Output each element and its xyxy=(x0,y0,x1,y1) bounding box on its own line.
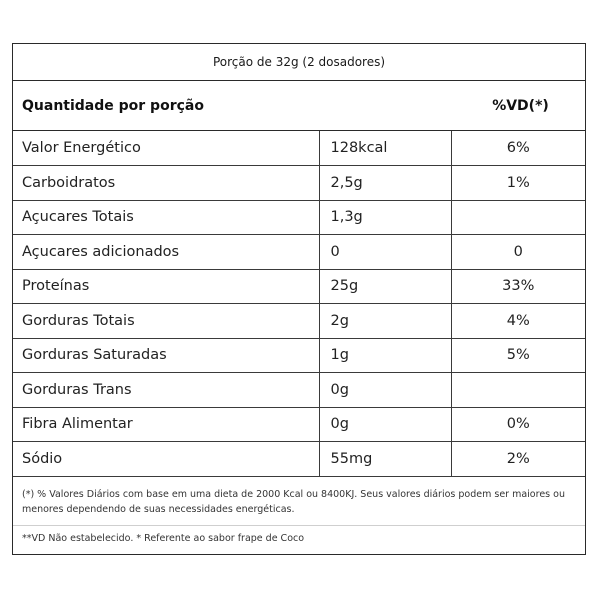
nutrition-facts-panel xyxy=(12,43,586,555)
nutrient-name: Sódio xyxy=(13,442,319,477)
table-row xyxy=(13,373,585,408)
nutrient-quantity: 2,5g xyxy=(319,166,451,201)
extra-footnote: **VD Não estabelecido. * Referente ao sabor frape de Coco xyxy=(22,532,305,544)
nutrient-vd: 1% xyxy=(451,166,585,201)
nutrient-vd xyxy=(451,200,585,235)
nutrient-name: Açucares Totais xyxy=(13,200,319,235)
nutrient-name: Valor Energético xyxy=(13,131,319,166)
nutrient-vd: 5% xyxy=(451,338,585,373)
nutrition-table xyxy=(13,131,585,477)
nutrient-quantity: 2g xyxy=(319,304,451,339)
table-header xyxy=(13,81,585,131)
nutrient-name: Gorduras Saturadas xyxy=(13,338,319,373)
nutrient-name: Gorduras Trans xyxy=(13,373,319,408)
nutrient-quantity: 0 xyxy=(319,235,451,270)
nutrient-name: Proteínas xyxy=(13,269,319,304)
nutrient-vd: 6% xyxy=(451,131,585,166)
nutrient-quantity: 128kcal xyxy=(319,131,451,166)
footnote-divider xyxy=(13,525,585,526)
nutrient-quantity: 55mg xyxy=(319,442,451,477)
nutrient-quantity: 25g xyxy=(319,269,451,304)
table-row xyxy=(13,338,585,373)
header-vd-label: %VD(*) xyxy=(492,97,549,114)
nutrient-quantity: 1g xyxy=(319,338,451,373)
nutrient-vd: 2% xyxy=(451,442,585,477)
nutrient-name: Gorduras Totais xyxy=(13,304,319,339)
nutrient-name: Carboidratos xyxy=(13,166,319,201)
table-row xyxy=(13,407,585,442)
serving-size: Porção de 32g (2 dosadores) xyxy=(13,44,585,81)
table-row xyxy=(13,304,585,339)
nutrient-vd: 33% xyxy=(451,269,585,304)
nutrient-vd xyxy=(451,373,585,408)
vd-footnote: (*) % Valores Diários com base em uma dieta de 2000 Kcal ou 8400KJ. Seus valores diários podem ser maiores ou menores dependendo de suas necessidades energéticas. xyxy=(22,488,565,515)
table-row xyxy=(13,442,585,477)
nutrient-vd: 4% xyxy=(451,304,585,339)
header-quantity-label: Quantidade por porção xyxy=(22,97,204,114)
table-row xyxy=(13,269,585,304)
footnotes xyxy=(13,477,585,546)
nutrient-vd: 0% xyxy=(451,407,585,442)
table-row xyxy=(13,131,585,166)
nutrient-quantity: 0g xyxy=(319,407,451,442)
table-row xyxy=(13,166,585,201)
nutrient-vd: 0 xyxy=(451,235,585,270)
table-row xyxy=(13,235,585,270)
nutrient-name: Fibra Alimentar xyxy=(13,407,319,442)
nutrient-quantity: 0g xyxy=(319,373,451,408)
table-row xyxy=(13,200,585,235)
nutrient-quantity: 1,3g xyxy=(319,200,451,235)
nutrient-name: Açucares adicionados xyxy=(13,235,319,270)
